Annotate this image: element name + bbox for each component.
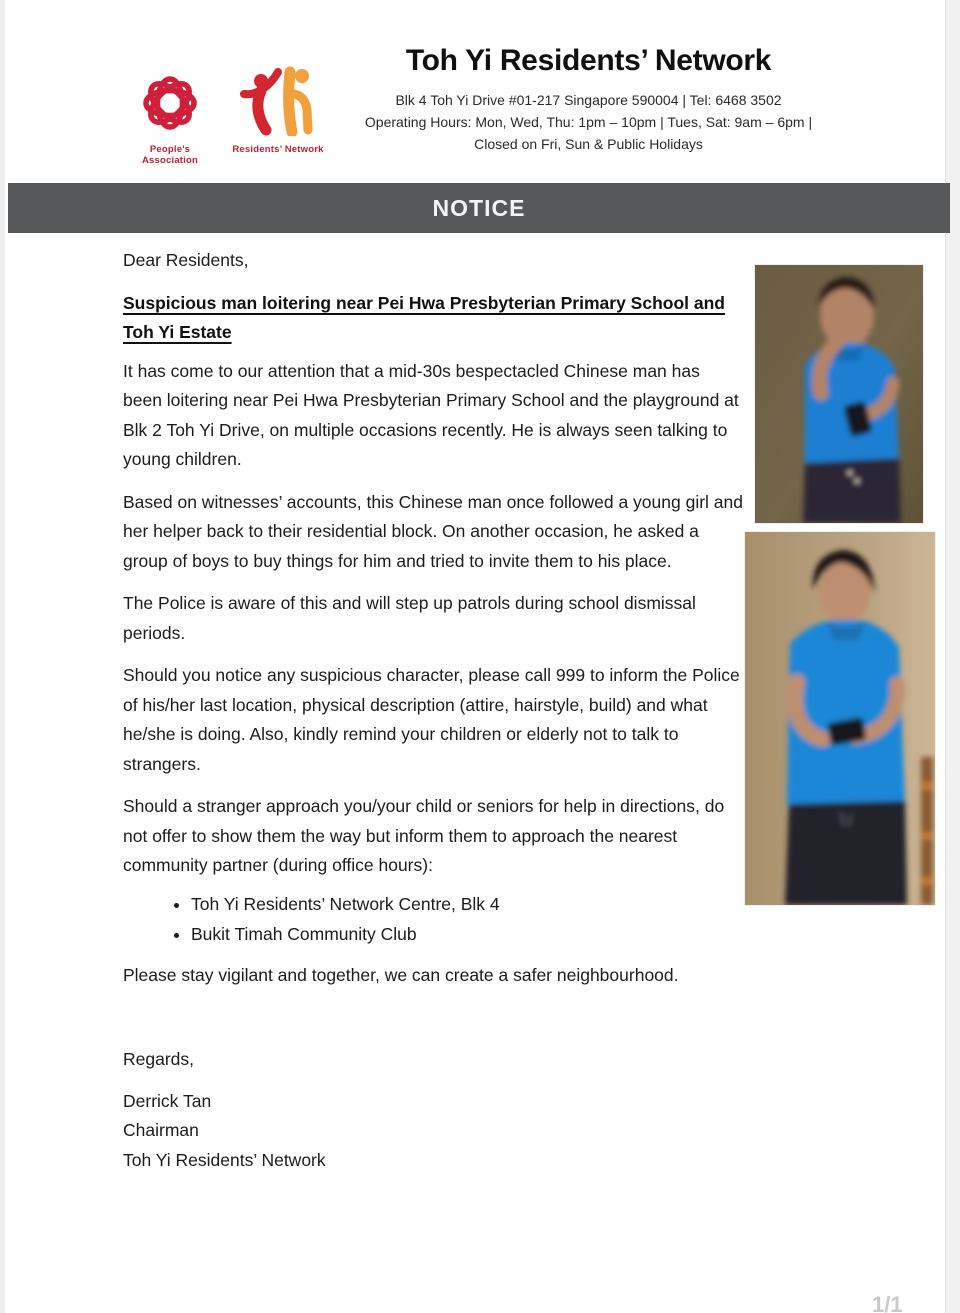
scan-edge-left (0, 0, 5, 1313)
paragraph: Should you notice any suspicious character, please call 999 to inform the Police of his/her last location, physical description (attire, hairstyle, build) and what he/she is doing. Also, kindly remind your children or elderly not to talk to strangers. (123, 665, 740, 774)
signature-block (123, 1087, 743, 1176)
list-item: • Bukit Timah Community Club (191, 919, 743, 949)
residents-network-icon (236, 123, 320, 140)
paragraph: The Police is aware of this and will step up patrols during school dismissal periods. (123, 593, 696, 643)
signature-name: Derrick Tan (123, 1090, 212, 1111)
page-indicator: 1/1 (872, 1292, 903, 1313)
salutation: Dear Residents, (123, 250, 249, 270)
peoples-association-icon (132, 123, 208, 140)
peoples-association-logo (122, 70, 218, 166)
signature-org: Toh Yi Residents’ Network (123, 1149, 326, 1170)
org-closed-days: Closed on Fri, Sun & Public Holidays (474, 136, 703, 152)
org-address: Blk 4 Toh Yi Drive #01-217 Singapore 590004 | Tel: 6468 3502 (395, 92, 782, 108)
org-title: Toh Yi Residents’ Network (405, 44, 772, 77)
subject-heading: Suspicious man loitering near Pei Hwa Presbyterian Primary School and Toh Yi Estate (123, 292, 725, 342)
signature-role: Chairman (123, 1120, 199, 1140)
letter-body (123, 240, 743, 1175)
community-partner-list (123, 889, 743, 949)
org-hours: Operating Hours: Mon, Wed, Thu: 1pm – 10pm | Tues, Sat: 9am – 6pm | (364, 114, 813, 130)
regards: Regards, (123, 1049, 195, 1069)
list-item: • Toh Yi Residents’ Network Centre, Blk 4 (191, 889, 743, 919)
suspect-photo-1 (755, 265, 923, 523)
residents-network-logo (226, 64, 330, 155)
suspect-photo-2 (745, 532, 935, 905)
closing-line: Please stay vigilant and together, we can create a safer neighbourhood. (123, 964, 679, 985)
residents-network-caption: Residents’ Network (232, 144, 324, 155)
peoples-association-caption: People's Association (141, 144, 199, 166)
paragraph: Should a stranger approach you/your child or seniors for help in directions, do not offer to show them the way but inform them to approach the nearest community partner (during office hours): (123, 796, 725, 875)
notice-banner: NOTICE (8, 183, 950, 233)
paragraph: Based on witnesses’ accounts, this Chinese man once followed a young girl and her helper back to their residential block. On another occasion, he asked a group of boys to buy things for him and tried to invite them to his place. (123, 491, 743, 571)
paragraph: It has come to our attention that a mid-30s bespectacled Chinese man has been loitering near Pei Hwa Presbyterian Primary School and the playground at Blk 2 Toh Yi Drive, on multiple occasions recently. He is always seen talking to young children. (123, 360, 739, 469)
letterhead (336, 44, 841, 155)
